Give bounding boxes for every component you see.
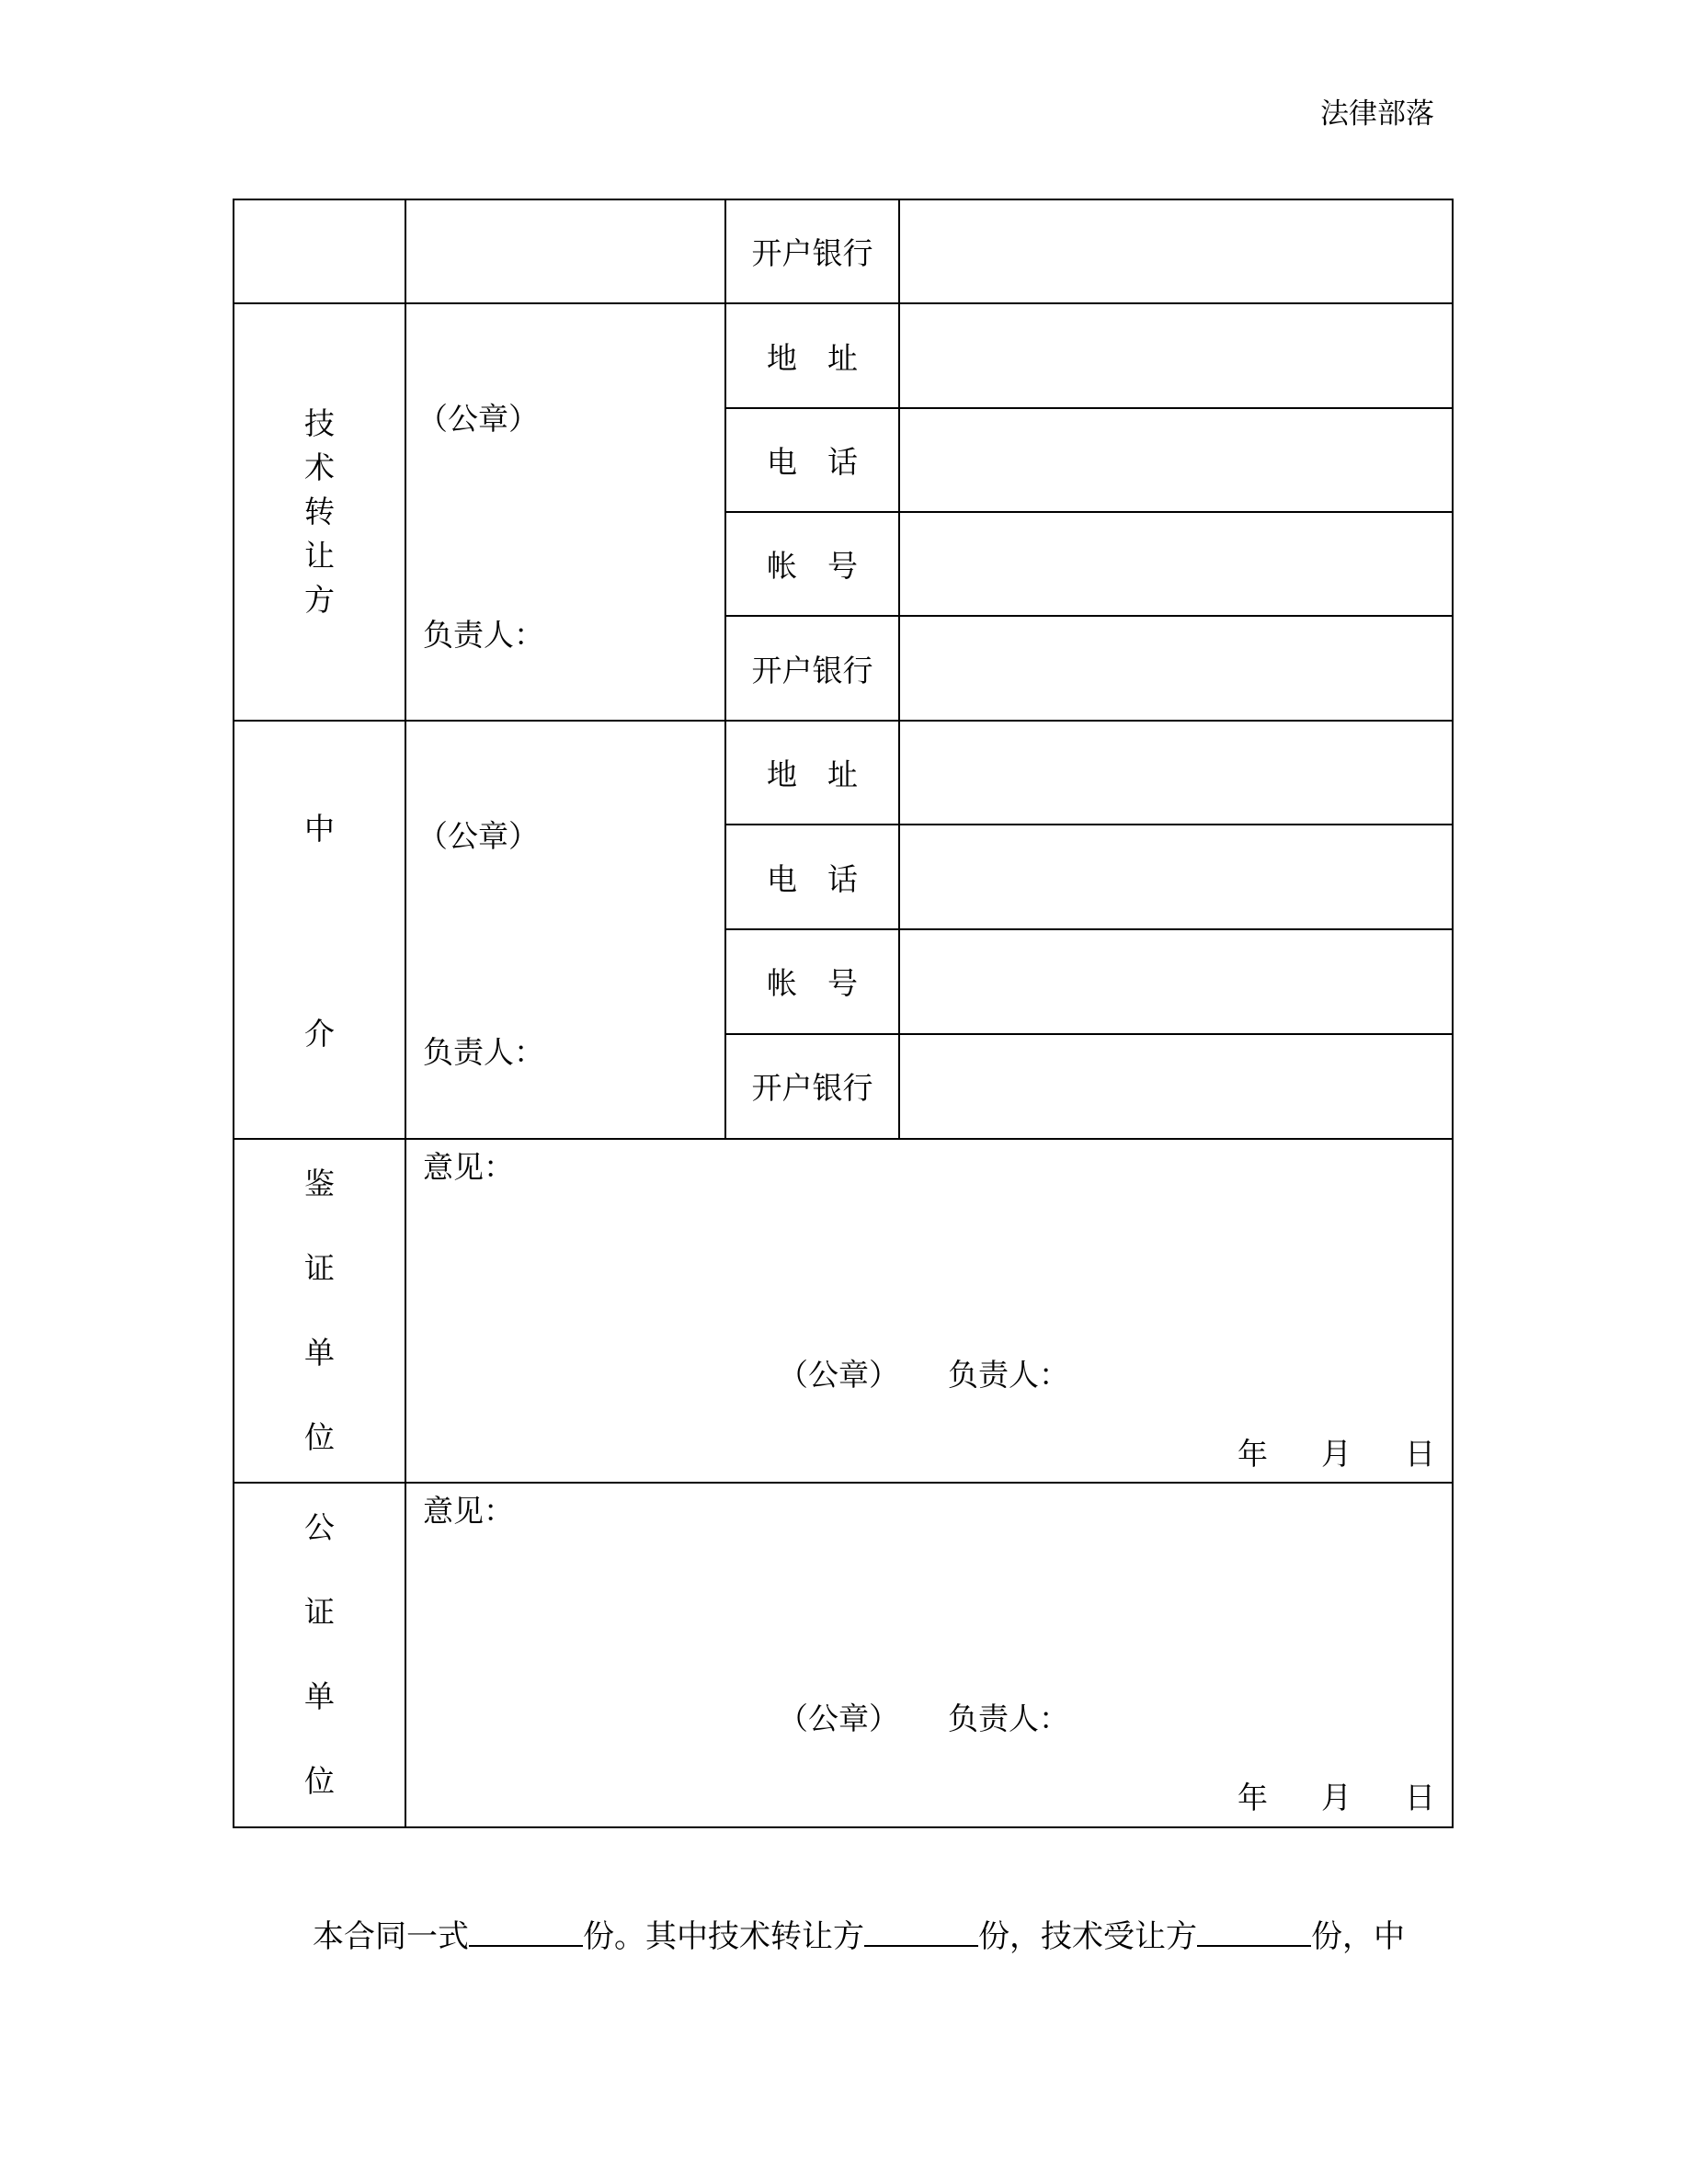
field-value-phone[interactable] (899, 408, 1453, 512)
seal-label: （公章） (417, 818, 539, 855)
party-char: 证 (304, 1594, 335, 1631)
clause-text: 份，中 (1311, 1918, 1405, 1955)
field-label: 开户银行 (725, 616, 899, 721)
table-row (234, 303, 1453, 408)
party-char: 单 (304, 1334, 335, 1371)
contract-signature-table (233, 199, 1454, 1828)
party-char: 方 (304, 582, 335, 619)
head-label: 负责人： (948, 1700, 1069, 1736)
date-year: 年 (1237, 1435, 1268, 1472)
seal-label: （公章） (417, 401, 539, 438)
party-char: 中 (304, 811, 335, 847)
seal-label: （公章） (778, 1356, 899, 1393)
date-line (1237, 1774, 1435, 1817)
field-label: 开户银行 (725, 199, 899, 303)
party-char: 技 (304, 405, 335, 442)
blank-total-copies[interactable] (469, 1912, 583, 1947)
clause-text: 份，技术受让方 (978, 1918, 1197, 1955)
head-label: 负责人： (423, 617, 544, 654)
table-row (234, 199, 1453, 303)
copies-clause (313, 1912, 1405, 1959)
opinion-label: 意见： (423, 1492, 514, 1529)
field-label: 开户银行 (725, 1034, 899, 1139)
seal-cell-transferor (405, 303, 725, 721)
party-char: 介 (304, 1016, 335, 1052)
field-value-bank[interactable] (899, 1034, 1453, 1139)
party-char: 鉴 (304, 1165, 335, 1201)
party-char: 转 (304, 494, 335, 530)
party-char: 位 (304, 1763, 335, 1800)
head-label: 负责人： (423, 1034, 544, 1071)
seal-cell-intermediary (405, 721, 725, 1138)
party-char: 单 (304, 1678, 335, 1715)
date-month: 月 (1321, 1435, 1352, 1472)
opinion-label: 意见： (423, 1148, 514, 1185)
field-label: 帐 号 (725, 512, 899, 616)
table-row (234, 721, 1453, 825)
field-value-address[interactable] (899, 721, 1453, 825)
clause-text: 份。其中技术转让方 (583, 1918, 864, 1955)
table-row (234, 1139, 1453, 1483)
field-label: 地 址 (725, 303, 899, 408)
party-char: 公 (304, 1509, 335, 1546)
date-month: 月 (1321, 1779, 1352, 1815)
party-intermediary (234, 721, 405, 1138)
field-label: 电 话 (725, 825, 899, 929)
field-value-phone[interactable] (899, 825, 1453, 929)
seal-label: （公章） (778, 1700, 899, 1736)
field-value-bank[interactable] (899, 199, 1453, 303)
party-cell-empty (234, 199, 405, 303)
blank-transferor-copies[interactable] (864, 1912, 978, 1947)
date-year: 年 (1237, 1779, 1268, 1815)
party-char: 让 (304, 538, 335, 574)
field-label: 帐 号 (725, 929, 899, 1033)
party-attestation (234, 1139, 405, 1483)
blank-transferee-copies[interactable] (1197, 1912, 1311, 1947)
date-day: 日 (1405, 1435, 1435, 1472)
date-line (1237, 1430, 1435, 1473)
clause-text: 本合同一式 (313, 1918, 469, 1955)
field-value-account[interactable] (899, 929, 1453, 1033)
field-value-address[interactable] (899, 303, 1453, 408)
head-label: 负责人： (948, 1356, 1069, 1393)
party-char: 证 (304, 1249, 335, 1286)
date-day: 日 (1405, 1779, 1435, 1815)
party-char: 位 (304, 1418, 335, 1455)
field-value-account[interactable] (899, 512, 1453, 616)
party-notarization (234, 1483, 405, 1827)
table-row (234, 1483, 1453, 1827)
party-char: 术 (304, 449, 335, 486)
opinion-cell-notarization[interactable] (405, 1483, 1453, 1827)
seal-cell-empty (405, 199, 725, 303)
field-label: 地 址 (725, 721, 899, 825)
field-value-bank[interactable] (899, 616, 1453, 721)
opinion-cell-attestation[interactable] (405, 1139, 1453, 1483)
party-transferor (234, 303, 405, 721)
field-label: 电 话 (725, 408, 899, 512)
header-brand: 法律部落 (1320, 97, 1434, 131)
